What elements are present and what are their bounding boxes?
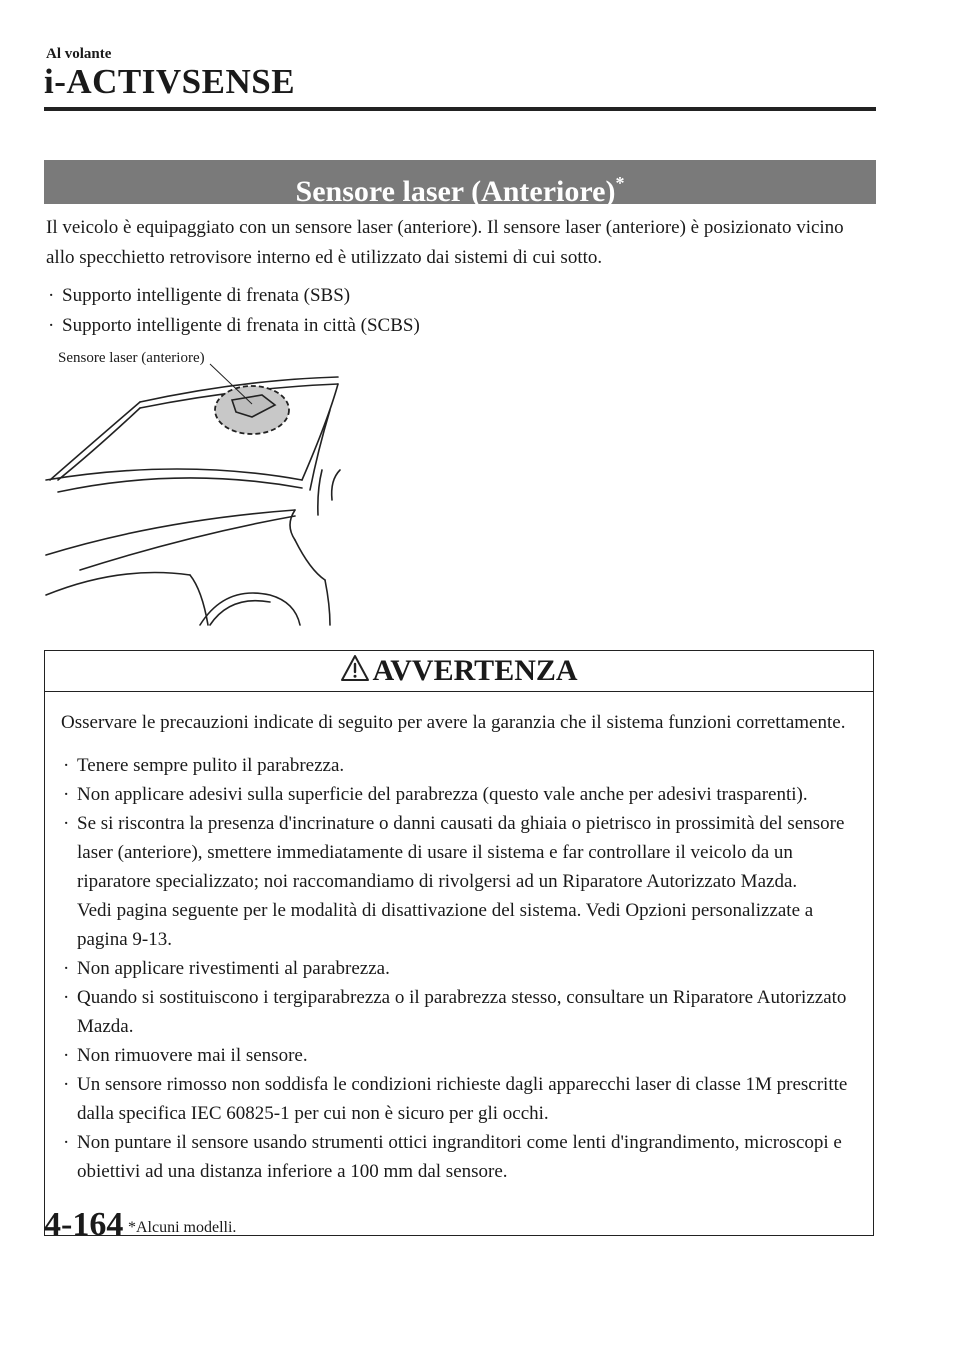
figure-callout-label: Sensore laser (anteriore) <box>58 350 205 366</box>
list-item: · Supporto intelligente di frenata in città (SCBS) <box>46 311 876 341</box>
warning-title: AVVERTENZA <box>372 654 578 687</box>
section-title: Sensore laser (Anteriore) <box>295 175 616 208</box>
warning-triangle-icon <box>340 654 370 682</box>
page-number: 4-164 <box>44 1206 124 1243</box>
systems-list <box>46 281 876 341</box>
running-header-chapter: i-ACTIVSENSE <box>44 62 296 101</box>
list-item: · Non rimuovere mai il sensore. <box>61 1041 856 1070</box>
list-item: · Tenere sempre pulito il parabrezza. <box>61 751 856 780</box>
warning-intro: Osservare le precauzioni indicate di seguito per avere la garanzia che il sistema funzioni correttamente. <box>61 712 846 733</box>
running-header-section: Al volante <box>46 46 112 62</box>
list-item: · Un sensore rimosso non soddisfa le condizioni richieste dagli apparecchi laser di classe 1M prescritte dalla specifica IEC 60825-1 per cui non è sicuro per gli occhi. <box>61 1070 856 1128</box>
warning-header <box>45 651 873 692</box>
list-item: · Supporto intelligente di frenata (SBS) <box>46 281 876 311</box>
list-item-note: Vedi pagina seguente per le modalità di disattivazione del sistema. Vedi Opzioni personalizzate a pagina 9-13. <box>77 900 814 950</box>
footnote: *Alcuni modelli. <box>128 1219 237 1236</box>
list-item: · Quando si sostituiscono i tergiparabrezza o il parabrezza stesso, consultare un Riparatore Autorizzato Mazda. <box>61 983 856 1041</box>
list-item: · Non puntare il sensore usando strumenti ottici ingranditori come lenti d'ingrandimento, microscopi e obiettivi ad una distanza inferiore a 100 mm dal sensore. <box>61 1128 856 1186</box>
list-item-text: Se si riscontra la presenza d'incrinature o danni causati da ghiaia o pietrisco in prossimità del sensore laser (anteriore), smettere immediatamente di usare il sistema e far controllare il veicolo da un riparatore specializzato; noi raccomandiamo di rivolgersi ad un Riparatore Autorizzato Mazda. <box>77 813 845 892</box>
windshield-illustration <box>40 340 360 630</box>
header-rule <box>44 107 876 111</box>
list-item <box>61 809 856 954</box>
warning-box <box>44 650 874 1236</box>
section-title-bar <box>44 160 876 208</box>
list-item: · Non applicare adesivi sulla superficie del parabrezza (questo vale anche per adesivi trasparenti). <box>61 780 856 809</box>
warning-list <box>61 751 856 1186</box>
list-item: · Non applicare rivestimenti al parabrezza. <box>61 954 856 983</box>
intro-paragraph: Il veicolo è equipaggiato con un sensore laser (anteriore). Il sensore laser (anteriore) è posizionato vicino allo specchietto retrovisore interno ed è utilizzato dai sistemi di cui sotto. <box>46 217 844 268</box>
optional-equipment-mark: * <box>615 173 625 193</box>
